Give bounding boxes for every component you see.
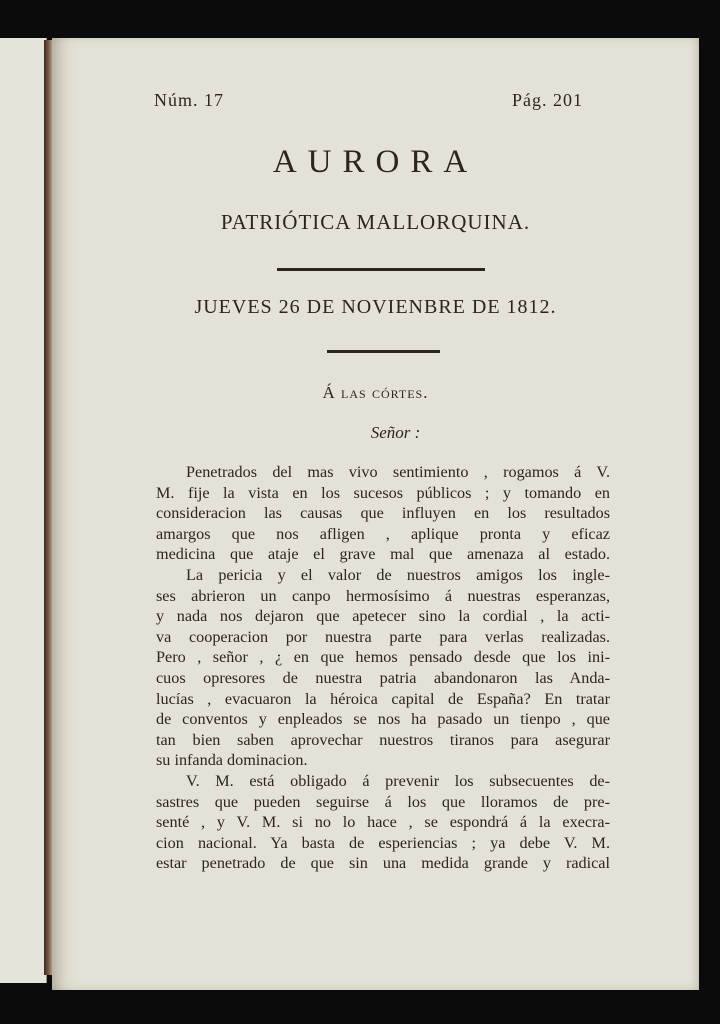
body-line: ses abrieron un canpo hermosísimo á nuestras esperanzas, [156,586,610,605]
masthead-subtitle: PATRIÓTICA MALLORQUINA. [220,210,531,234]
body-line: lucías , evacuaron la héroica capital de España? En tratar [156,689,610,708]
body-line: estar penetrado de que sin una medida grande y radical [156,854,610,873]
body-line: consideracion las causas que influyen en los resultados [156,504,610,523]
body-line: cion nacional. Ya basta de esperiencias ; ya debe V. M. [156,833,610,852]
section-title-text: Á las córtes. [322,383,429,402]
divider-rule-short [327,350,440,353]
article-body [156,462,610,874]
section-title [52,383,699,403]
body-line: tan bien saben aprovechar nuestros tiranos para asegurar [156,730,610,749]
issue-number: Núm. 17 [154,90,224,110]
body-line: su infanda dominacion. [156,751,308,770]
body-line: y nada nos dejaron que apetecer sino la cordial , la acti- [156,607,610,626]
body-line: medicina que ataje el grave mal que amenaza al estado. [156,545,610,564]
body-line: Pero , señor , ¿ en que hemos pensado desde que los ini- [156,648,610,667]
body-line: Penetrados del mas vivo sentimiento , rogamos á V. [186,463,610,481]
masthead-title: AURORA [272,144,479,180]
body-line: La pericia y el valor de nuestros amigos los ingle- [186,565,610,584]
document-page [52,38,699,990]
body-line: V. M. está obligado á prevenir los subsecuentes de- [186,771,610,790]
facing-page-edge [0,38,47,983]
page-number: Pág. 201 [512,90,583,110]
body-line: amargos que nos afligen , aplique pronta y eficaz [156,524,610,543]
body-line: va cooperacion por nuestra parte para verlas realizadas. [156,627,610,646]
body-line: sastres que pueden seguirse á los que lloramos de pre- [156,792,610,811]
body-line: cuos opresores de nuestra patria abandonaron las Anda- [156,668,610,687]
salutation: Señor : [370,423,421,442]
body-line: senté , y V. M. si no lo hace , se espondrá á la execra- [156,813,610,832]
dateline: JUEVES 26 DE NOVIENBRE DE 1812. [194,296,557,318]
divider-rule [277,268,485,271]
body-line: de conventos y enpleados se nos ha pasado un tienpo , que [156,710,610,729]
body-line: M. fije la vista en los sucesos públicos ; y tomando en [156,483,610,502]
